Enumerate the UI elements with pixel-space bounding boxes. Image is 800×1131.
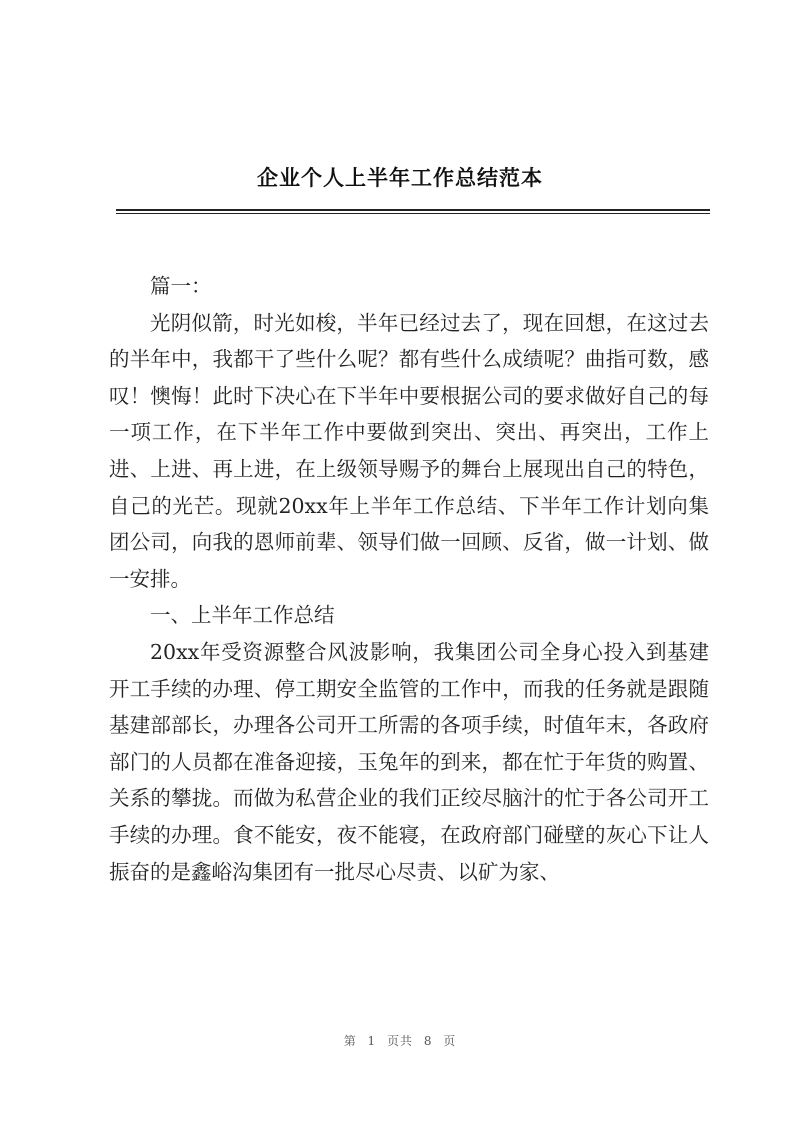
- document-body: [109, 268, 709, 890]
- section-heading-summary: 一、上半年工作总结: [150, 603, 335, 628]
- intro-paragraph: 光阴似箭，时光如梭，半年已经过去了，现在回想，在这过去的半年中，我都干了些什么呢？都有些什么成绩呢？曲指可数，感叹！懊悔！此时下决心在下半年中要根据公司的要求做好自己的每一项工作，在下半年工作中要做到突出、突出、再突出，工作上进、上进、再上进，在上级领导赐予的舞台上展现出自己的特色，自己的光芒。现就20xx年上半年工作总结、下半年工作计划向集团公司，向我的恩师前辈、领导们做一回顾、反省，做一计划、做一安排。: [109, 310, 709, 591]
- page-footer: 第 1 页共 8 页: [343, 1034, 457, 1048]
- summary-paragraph: 20xx年受资源整合风波影响，我集团公司全身心投入到基建开工手续的办理、停工期安全监管的工作中，而我的任务就是跟随基建部部长，办理各公司开工所需的各项手续，时值年末，各政府部门的人员都在准备迎接，玉兔年的到来，都在忙于年货的购置、关系的攀拢。而做为私营企业的我们正绞尽脑汁的忙于各公司开工手续的办理。食不能安，夜不能寝，在政府部门碰壁的灰心下让人振奋的是鑫峪沟集团有一批尽心尽责、以矿为家、: [109, 639, 709, 884]
- title-divider-thin: [116, 213, 710, 214]
- title-divider-thick: [116, 209, 710, 211]
- section-heading-part-one: 篇一：: [150, 274, 212, 298]
- document-title: 企业个人上半年工作总结范本: [257, 165, 543, 190]
